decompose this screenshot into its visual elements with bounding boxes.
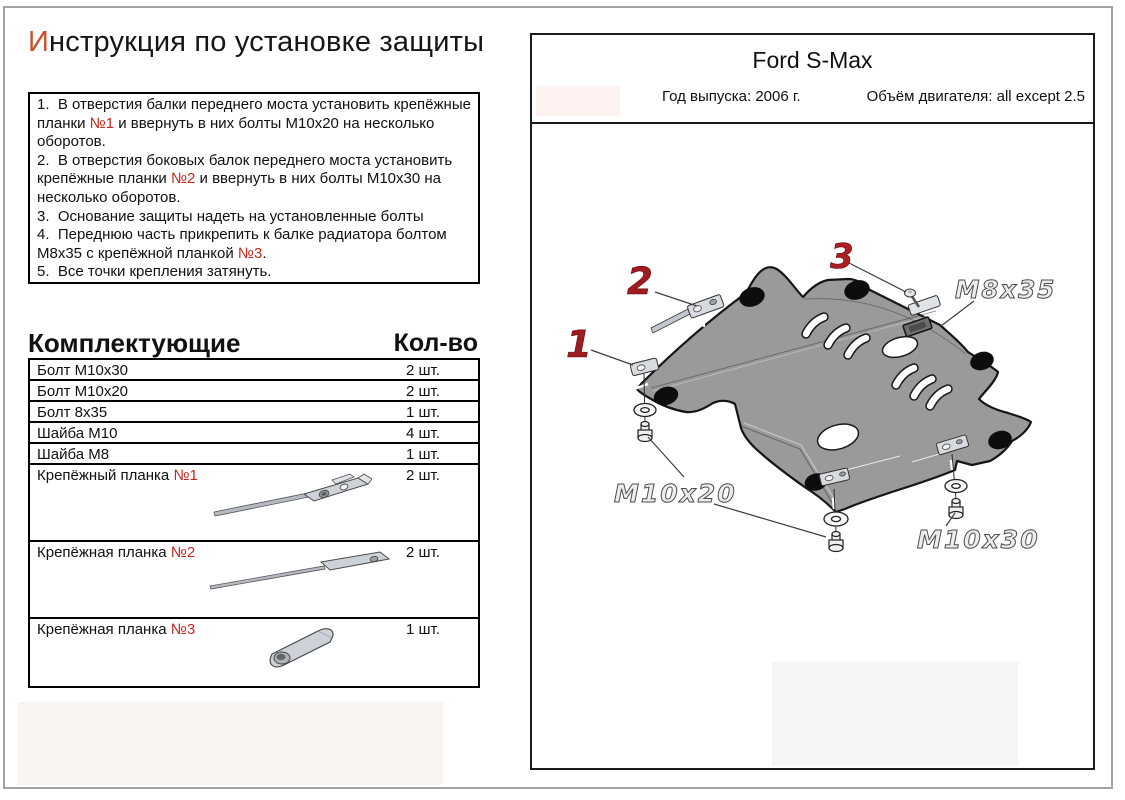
label-m8x35: М8х35 [955, 275, 1057, 304]
bracket-2-rod [651, 309, 690, 333]
instruction-item: 1. В отверстия балки переднего моста установить крепёжные планки №1 и ввернуть в них болты М10х20 на несколько оборотов. [37, 96, 476, 151]
leader-2 [655, 292, 697, 306]
components-header [28, 328, 480, 358]
vehicle-panel-header [532, 35, 1093, 124]
table-row: Болт 8х35 1 шт. [30, 402, 478, 423]
table-row-part-3: Крепёжная планка №3 1 шт. [30, 619, 478, 688]
table-row: Шайба М8 1 шт. [30, 444, 478, 465]
instruction-item: 2. В отверстия боковых балок переднего моста установить крепёжные планки №2 и ввернуть в них болты М10х30 на несколько оборотов. [37, 151, 457, 206]
vehicle-engine: Объём двигателя: all except 2.5 [866, 88, 1085, 105]
instruction-item: 3. Основание защиты надеть на установленные болты [37, 207, 424, 225]
page-title [28, 26, 484, 59]
callout-number-2: 2 [627, 260, 653, 303]
leader-m8 [941, 301, 974, 326]
skid-plate-diagram [530, 122, 1095, 770]
table-row-part-2: Крепёжная планка №2 2 шт. [30, 542, 478, 619]
label-m10x30: М10х30 [917, 525, 1040, 554]
leader-m10x20-b [714, 504, 826, 537]
vehicle-year: Год выпуска: 2006 г. [662, 88, 801, 105]
callout-number-1: 1 [566, 323, 592, 366]
vehicle-title: Ford S-Max [752, 47, 873, 73]
table-row: Болт М10х20 2 шт. [30, 381, 478, 402]
components-table [28, 358, 480, 688]
title-rest: нструкция по установке защиты [49, 26, 485, 58]
part-illustration-bracket-3 [258, 618, 342, 670]
instruction-item: 5. Все точки крепления затянуть. [37, 263, 272, 281]
table-row-part-1: Крепёжный планка №1 2 шт. [30, 465, 478, 542]
leader-1 [591, 350, 633, 365]
leader-m10x20-a [648, 437, 684, 477]
label-m10x20: М10х20 [614, 479, 737, 508]
table-row: Шайба М10 4 шт. [30, 423, 478, 444]
watermark-bottom-left [18, 702, 443, 785]
instructions-box [28, 92, 480, 284]
part-illustration-bracket-2 [208, 550, 393, 592]
title-accent-letter: И [28, 26, 50, 58]
part-illustration-bracket-1 [212, 468, 372, 520]
callout-number-3: 3 [830, 237, 854, 277]
components-title: Комплектующие [28, 328, 241, 358]
quantity-title: Кол-во [393, 329, 478, 357]
table-row: Болт М10х30 2 шт. [30, 360, 478, 381]
instruction-item: 4. Переднюю часть прикрепить к балке радиатора болтом М8х35 с крепёжной планкой №3. [37, 226, 451, 262]
